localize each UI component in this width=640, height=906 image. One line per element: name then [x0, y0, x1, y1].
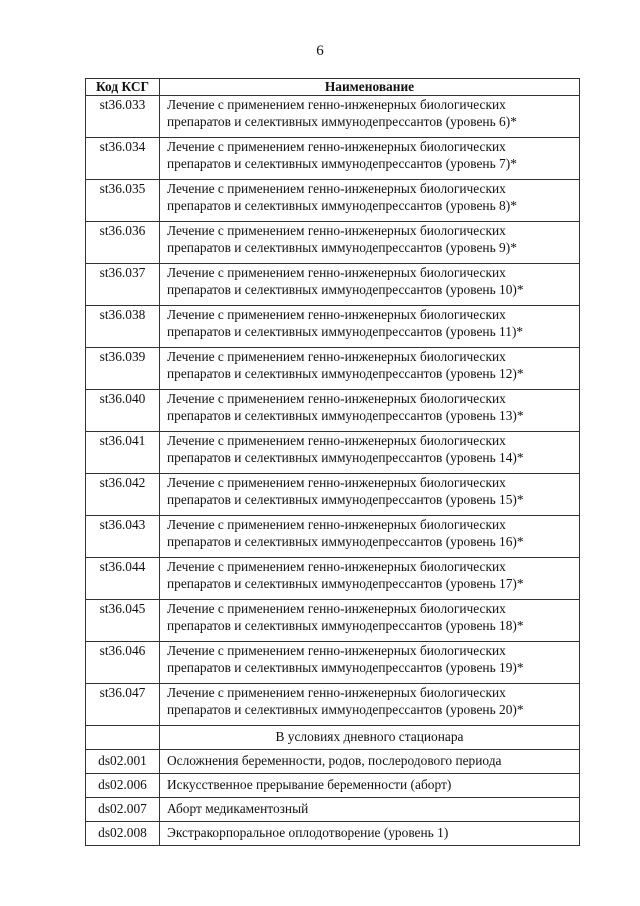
- table-row: [86, 798, 580, 822]
- row-code: ds02.001: [86, 750, 160, 774]
- row-name-line1: Лечение с применением генно-инженерных биологических: [167, 97, 506, 112]
- row-name: [160, 96, 580, 138]
- row-name: [160, 348, 580, 390]
- row-code: ds02.008: [86, 822, 160, 846]
- row-name-line2: препаратов и селективных иммунодепрессантов (уровень 16)*: [167, 534, 524, 549]
- section-title: В условиях дневного стационара: [160, 726, 580, 750]
- row-code: st36.033: [86, 96, 160, 138]
- row-name-line1: Лечение с применением генно-инженерных биологических: [167, 685, 506, 700]
- header-code: Код КСГ: [86, 79, 160, 96]
- row-code: st36.037: [86, 264, 160, 306]
- row-code: st36.035: [86, 180, 160, 222]
- row-code: st36.043: [86, 516, 160, 558]
- table-row: [86, 684, 580, 726]
- row-code: st36.036: [86, 222, 160, 264]
- row-name-line1: Лечение с применением генно-инженерных биологических: [167, 139, 506, 154]
- table-row: [86, 750, 580, 774]
- table-row: [86, 474, 580, 516]
- row-name-line1: Лечение с применением генно-инженерных биологических: [167, 265, 506, 280]
- row-name-line1: Лечение с применением генно-инженерных биологических: [167, 307, 506, 322]
- table-row: [86, 432, 580, 474]
- row-name-line2: препаратов и селективных иммунодепрессантов (уровень 9)*: [167, 240, 517, 255]
- table-row: [86, 222, 580, 264]
- table-row: [86, 600, 580, 642]
- row-name-line2: препаратов и селективных иммунодепрессантов (уровень 7)*: [167, 156, 517, 171]
- row-code: st36.045: [86, 600, 160, 642]
- section-row: [86, 726, 580, 750]
- row-name: [160, 600, 580, 642]
- header-name: Наименование: [160, 79, 580, 96]
- row-name: [160, 516, 580, 558]
- row-name: [160, 180, 580, 222]
- row-name: [160, 306, 580, 348]
- row-name-line2: препаратов и селективных иммунодепрессантов (уровень 11)*: [167, 324, 524, 339]
- table-row: [86, 516, 580, 558]
- row-name: [160, 138, 580, 180]
- row-name-line2: препаратов и селективных иммунодепрессантов (уровень 14)*: [167, 450, 524, 465]
- table-row: [86, 264, 580, 306]
- row-name-line1: Лечение с применением генно-инженерных биологических: [167, 433, 506, 448]
- row-name: [160, 222, 580, 264]
- row-name-line2: препаратов и селективных иммунодепрессантов (уровень 13)*: [167, 408, 524, 423]
- row-name-line2: препаратов и селективных иммунодепрессантов (уровень 8)*: [167, 198, 517, 213]
- row-name: [160, 264, 580, 306]
- row-name-line2: препаратов и селективных иммунодепрессантов (уровень 6)*: [167, 114, 517, 129]
- section-code-cell: [86, 726, 160, 750]
- row-name-line2: препаратов и селективных иммунодепрессантов (уровень 17)*: [167, 576, 524, 591]
- row-name-line1: Лечение с применением генно-инженерных биологических: [167, 475, 506, 490]
- row-name-line1: Лечение с применением генно-инженерных биологических: [167, 391, 506, 406]
- row-name: Аборт медикаментозный: [160, 798, 580, 822]
- row-name: [160, 684, 580, 726]
- row-code: st36.041: [86, 432, 160, 474]
- row-code: st36.046: [86, 642, 160, 684]
- row-name: [160, 642, 580, 684]
- row-name-line2: препаратов и селективных иммунодепрессантов (уровень 18)*: [167, 618, 524, 633]
- ksg-table: [85, 78, 580, 846]
- row-code: st36.042: [86, 474, 160, 516]
- row-name-line1: Лечение с применением генно-инженерных биологических: [167, 517, 506, 532]
- table-row: [86, 774, 580, 798]
- table-row: [86, 642, 580, 684]
- row-name-line2: препаратов и селективных иммунодепрессантов (уровень 20)*: [167, 702, 524, 717]
- row-code: ds02.007: [86, 798, 160, 822]
- table-row: [86, 822, 580, 846]
- row-name-line1: Лечение с применением генно-инженерных биологических: [167, 643, 506, 658]
- table-row: [86, 348, 580, 390]
- row-code: st36.040: [86, 390, 160, 432]
- table-row: [86, 96, 580, 138]
- row-name-line1: Лечение с применением генно-инженерных биологических: [167, 349, 506, 364]
- table-row: [86, 138, 580, 180]
- row-name-line2: препаратов и селективных иммунодепрессантов (уровень 10)*: [167, 282, 524, 297]
- row-code: ds02.006: [86, 774, 160, 798]
- row-name-line1: Лечение с применением генно-инженерных биологических: [167, 181, 506, 196]
- row-name-line2: препаратов и селективных иммунодепрессантов (уровень 15)*: [167, 492, 524, 507]
- table-row: [86, 558, 580, 600]
- page-number: 6: [316, 43, 324, 59]
- row-name: [160, 390, 580, 432]
- row-code: st36.044: [86, 558, 160, 600]
- row-name: Экстракорпоральное оплодотворение (уровень 1): [160, 822, 580, 846]
- table-row: [86, 390, 580, 432]
- row-code: st36.047: [86, 684, 160, 726]
- row-name: [160, 474, 580, 516]
- table-header-row: [86, 79, 580, 96]
- row-name-line2: препаратов и селективных иммунодепрессантов (уровень 19)*: [167, 660, 524, 675]
- row-name-line1: Лечение с применением генно-инженерных биологических: [167, 559, 506, 574]
- row-code: st36.034: [86, 138, 160, 180]
- table-row: [86, 306, 580, 348]
- row-name: Осложнения беременности, родов, послеродового периода: [160, 750, 580, 774]
- table-row: [86, 180, 580, 222]
- row-code: st36.039: [86, 348, 160, 390]
- row-name: Искусственное прерывание беременности (аборт): [160, 774, 580, 798]
- row-name: [160, 432, 580, 474]
- row-name-line2: препаратов и селективных иммунодепрессантов (уровень 12)*: [167, 366, 524, 381]
- row-name: [160, 558, 580, 600]
- row-name-line1: Лечение с применением генно-инженерных биологических: [167, 223, 506, 238]
- row-code: st36.038: [86, 306, 160, 348]
- row-name-line1: Лечение с применением генно-инженерных биологических: [167, 601, 506, 616]
